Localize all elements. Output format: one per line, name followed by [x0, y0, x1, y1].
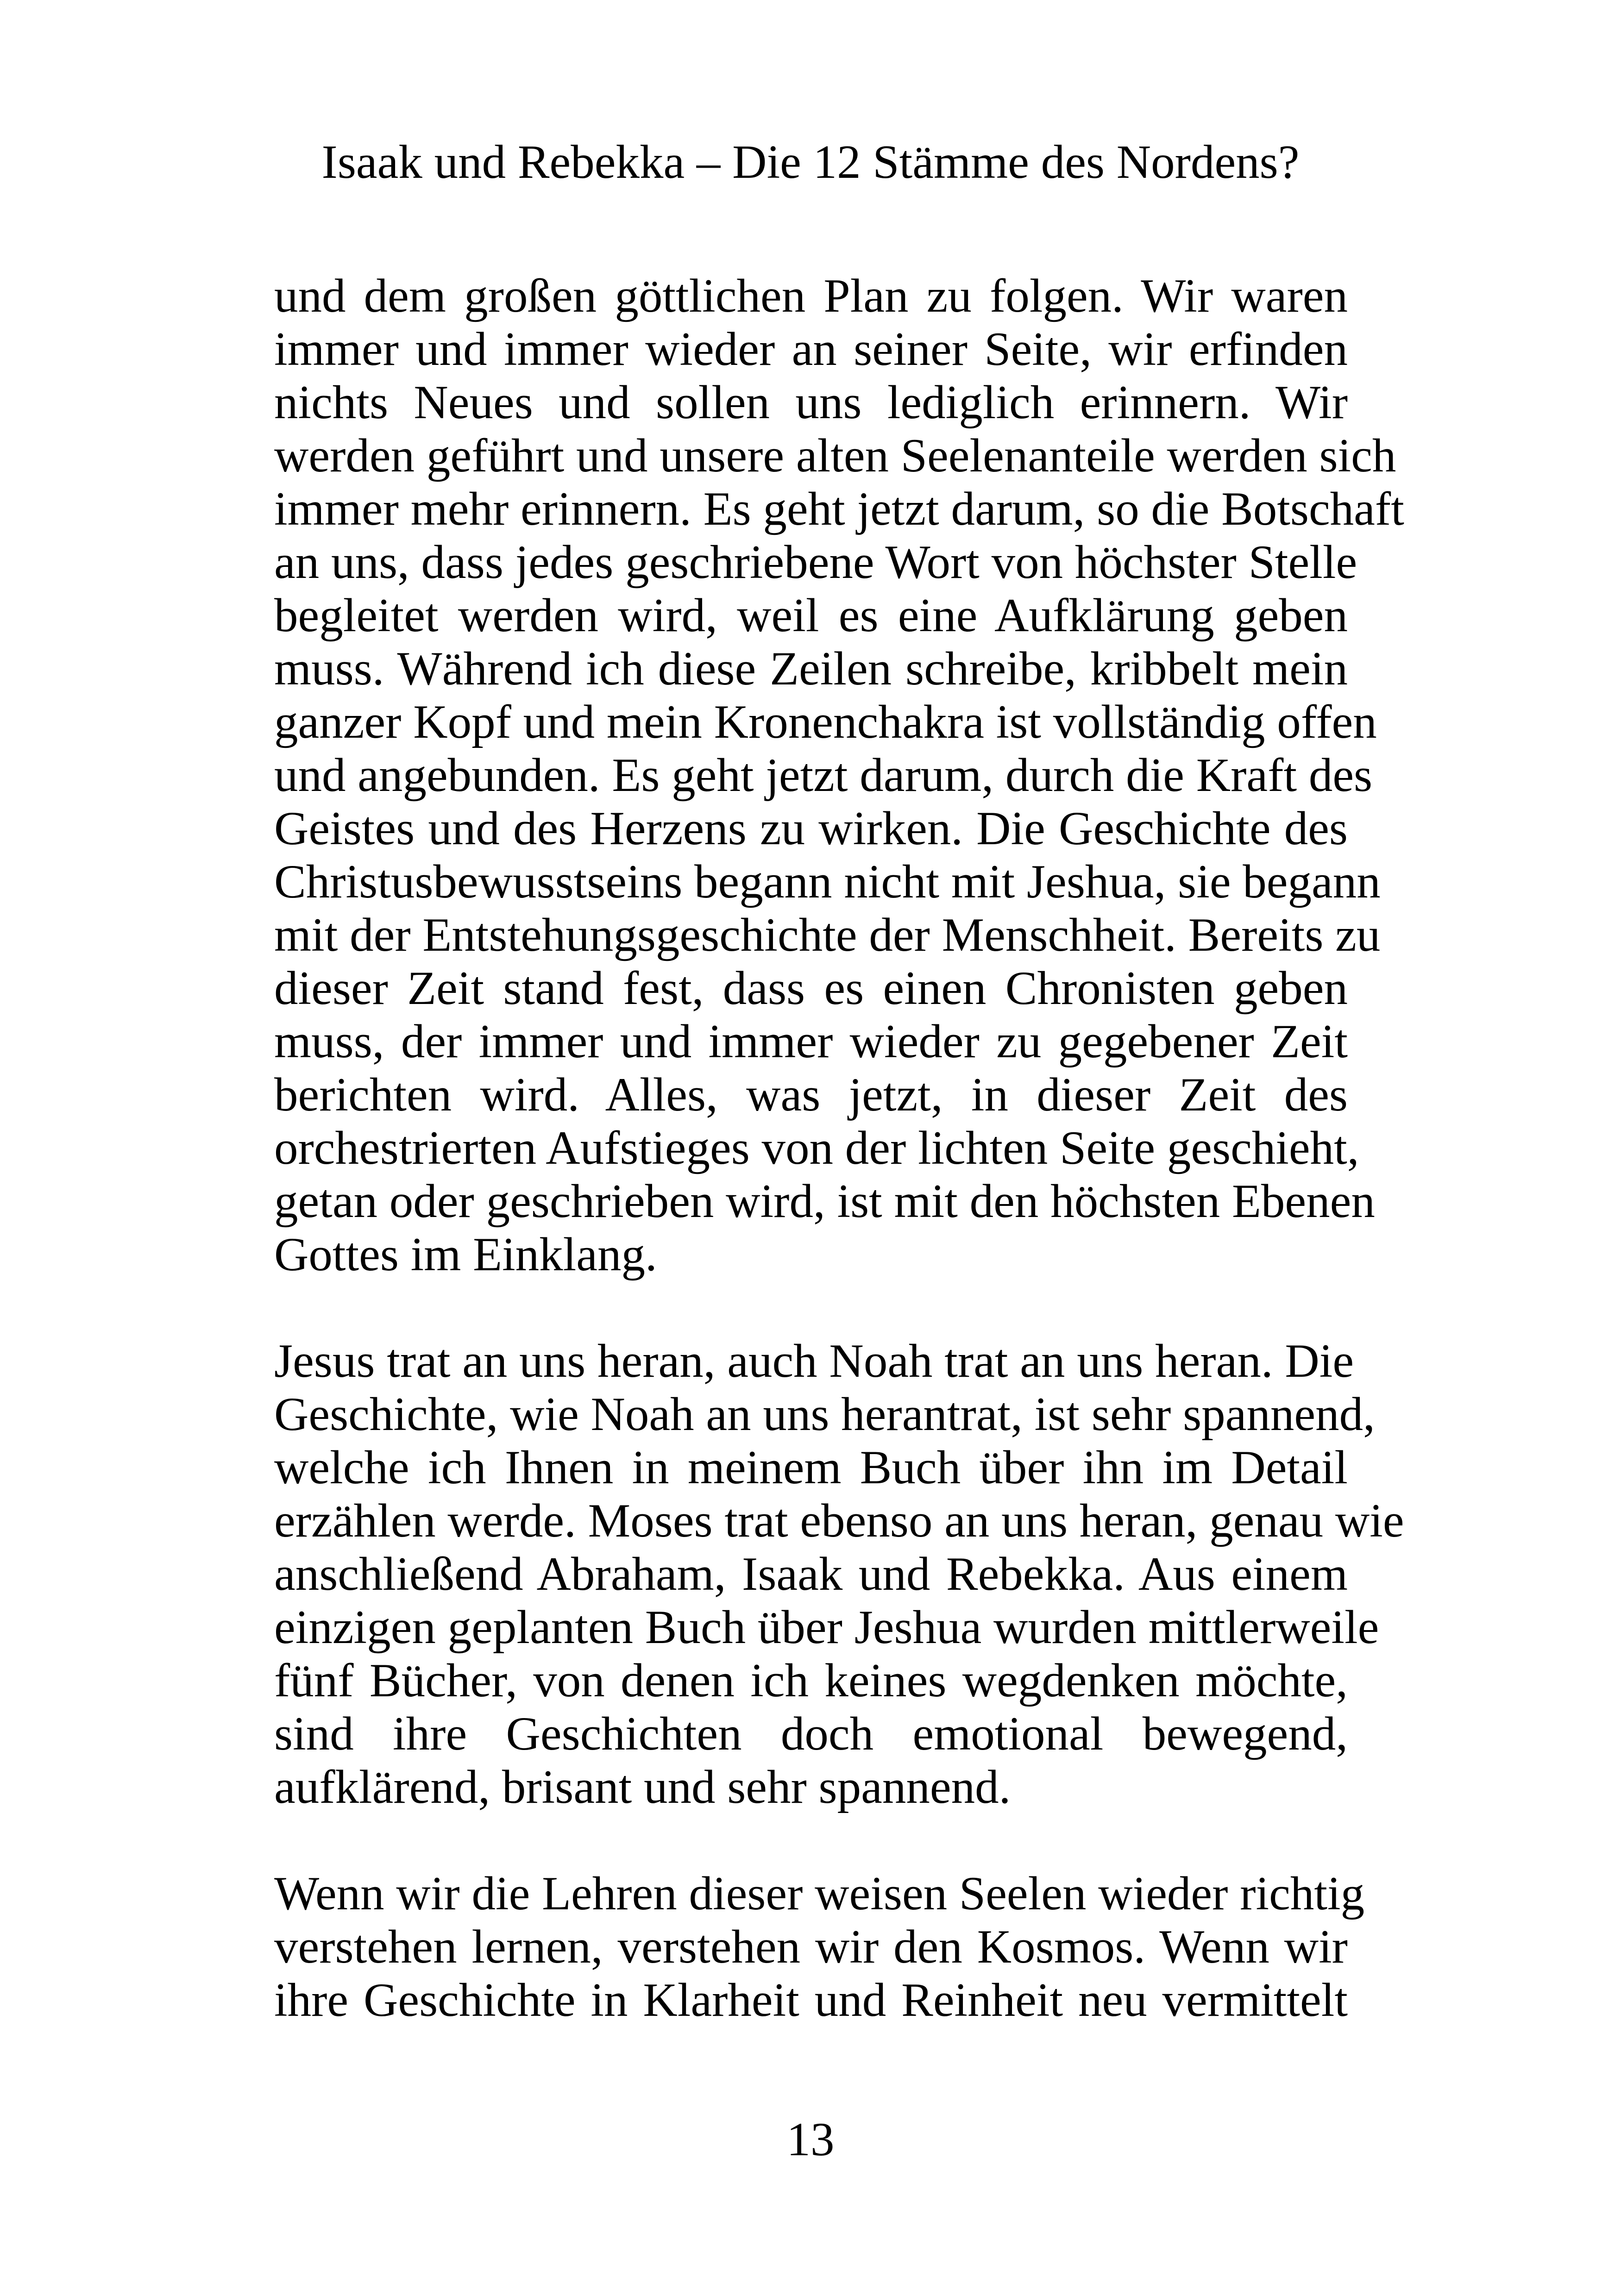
page-number: 13 [786, 2113, 835, 2166]
text-line: Gottes im Einklang. [274, 1228, 657, 1281]
text-line: Christusbewusstseins begann nicht mit Jeshua, sie begann [274, 855, 1381, 908]
text-line: muss, der immer und immer wieder zu gegebener Zeit [274, 1015, 1348, 1068]
text-line: sind ihre Geschichten doch emotional bewegend, [274, 1707, 1348, 1760]
text-line: dieser Zeit stand fest, dass es einen Chronisten geben [274, 962, 1348, 1015]
text-line: immer mehr erinnern. Es geht jetzt darum, so die Botschaft [274, 483, 1404, 535]
text-line: werden geführt und unsere alten Seelenanteile werden sich [274, 429, 1396, 482]
text-line: Geschichte, wie Noah an uns herantrat, ist sehr spannend, [274, 1388, 1375, 1441]
text-line: verstehen lernen, verstehen wir den Kosmos. Wenn wir [274, 1920, 1348, 1973]
text-line: begleitet werden wird, weil es eine Aufklärung geben [274, 589, 1348, 642]
text-line: an uns, dass jedes geschriebene Wort von höchster Stelle [274, 536, 1357, 589]
text-line: ihre Geschichte in Klarheit und Reinheit neu vermittelt [274, 1974, 1348, 2026]
paragraph-3 [274, 1867, 1365, 2027]
text-line: Geistes und des Herzens zu wirken. Die Geschichte des [274, 802, 1348, 855]
text-line: erzählen werde. Moses trat ebenso an uns heran, genau wie [274, 1494, 1404, 1547]
text-line: Wenn wir die Lehren dieser weisen Seelen wieder richtig [274, 1867, 1365, 1920]
text-line: welche ich Ihnen in meinem Buch über ihn im Detail [274, 1441, 1348, 1494]
text-line: berichten wird. Alles, was jetzt, in dieser Zeit des [274, 1068, 1348, 1121]
text-line: einzigen geplanten Buch über Jeshua wurden mittlerweile [274, 1601, 1379, 1654]
text-line: mit der Entstehungsgeschichte der Menschheit. Bereits zu [274, 909, 1381, 961]
paragraph-2 [274, 1335, 1404, 1814]
text-line: nichts Neues und sollen uns lediglich erinnern. Wir [274, 376, 1348, 429]
text-line: fünf Bücher, von denen ich keines wegdenken möchte, [274, 1654, 1348, 1707]
text-line: Jesus trat an uns heran, auch Noah trat an uns heran. Die [274, 1335, 1354, 1387]
body-text [274, 270, 1404, 2080]
text-line: anschließend Abraham, Isaak und Rebekka. Aus einem [274, 1548, 1348, 1600]
text-line: orchestrierten Aufstieges von der lichten Seite geschieht, [274, 1122, 1359, 1174]
paragraph-1 [274, 270, 1404, 1281]
text-line: muss. Während ich diese Zeilen schreibe, kribbelt mein [274, 642, 1348, 695]
text-line: immer und immer wieder an seiner Seite, wir erfinden [274, 323, 1348, 376]
text-line: ganzer Kopf und mein Kronenchakra ist vollständig offen [274, 696, 1377, 748]
running-header: Isaak und Rebekka – Die 12 Stämme des Nordens? [321, 136, 1300, 188]
text-line: getan oder geschrieben wird, ist mit den höchsten Ebenen [274, 1175, 1375, 1228]
text-line: und angebunden. Es geht jetzt darum, durch die Kraft des [274, 749, 1373, 802]
text-line: aufklärend, brisant und sehr spannend. [274, 1761, 1011, 1813]
text-line: und dem großen göttlichen Plan zu folgen. Wir waren [274, 270, 1348, 322]
